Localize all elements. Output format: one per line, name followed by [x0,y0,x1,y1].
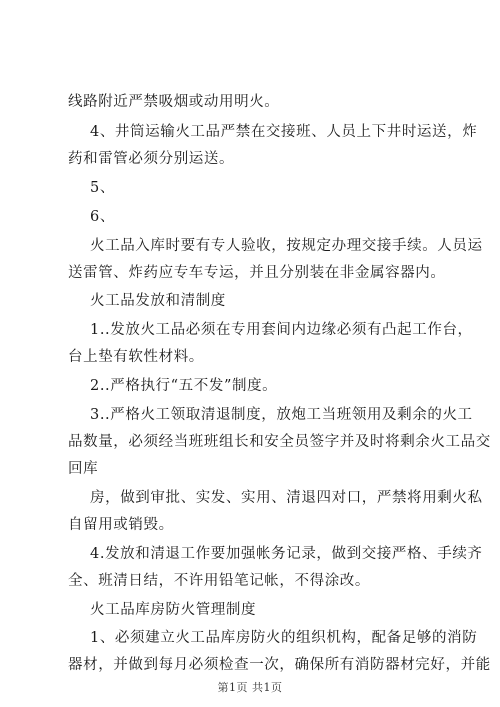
text-line: 2..严格执行“五不发”制度。 [90,378,278,394]
text-line: 房，做到审批、实发、实用、清退四对口，严禁将用剩火私 [90,490,483,506]
page-footer: 第1页 共1页 [217,681,283,694]
text-line: 全、班清日结，不许用铅笔记帐，不得涂改。 [68,573,370,589]
text-line: 5、 [90,180,115,196]
text-line: 药和雷管必须分别运送。 [68,151,235,167]
text-line: 1、必须建立火工品库房防火的组织机构，配备足够的消防 [90,630,478,646]
text-line: 4、井筒运输火工品严禁在交接班、人员上下井时运送，炸 [90,124,478,140]
section-heading: 火工品发放和清制度 [90,293,226,309]
text-line: 台上垫有软性材料。 [68,349,204,365]
section-heading: 火工品库房防火管理制度 [90,602,257,618]
text-line: 回库 [68,461,99,477]
text-line: 6、 [90,209,115,225]
text-line: 1..发放火工品必须在专用套间内边缘必须有凸起工作台， [90,322,473,338]
text-line: 品数量，必须经当班班组长和安全员签字并及时将剩余火工品交 [68,434,491,450]
text-line: 送雷管、炸药应专车专运，并且分别装在非金属容器内。 [68,265,446,281]
text-line: 线路附近严禁吸烟或动用明火。 [68,94,280,110]
text-line: 器材，并做到每月必须检查一次，确保所有消防器材完好，并能 [68,657,491,673]
text-line: 火工品入库时要有专人验收，按规定办理交接手续。人员运 [90,238,483,254]
text-line: 自留用或销毁。 [68,517,174,533]
text-line: 4.发放和清退工作要加强帐务记录，做到交接严格、手续齐 [90,546,483,562]
text-line: 3..严格火工领取清退制度，放炮工当班领用及剩余的火工 [90,407,473,423]
